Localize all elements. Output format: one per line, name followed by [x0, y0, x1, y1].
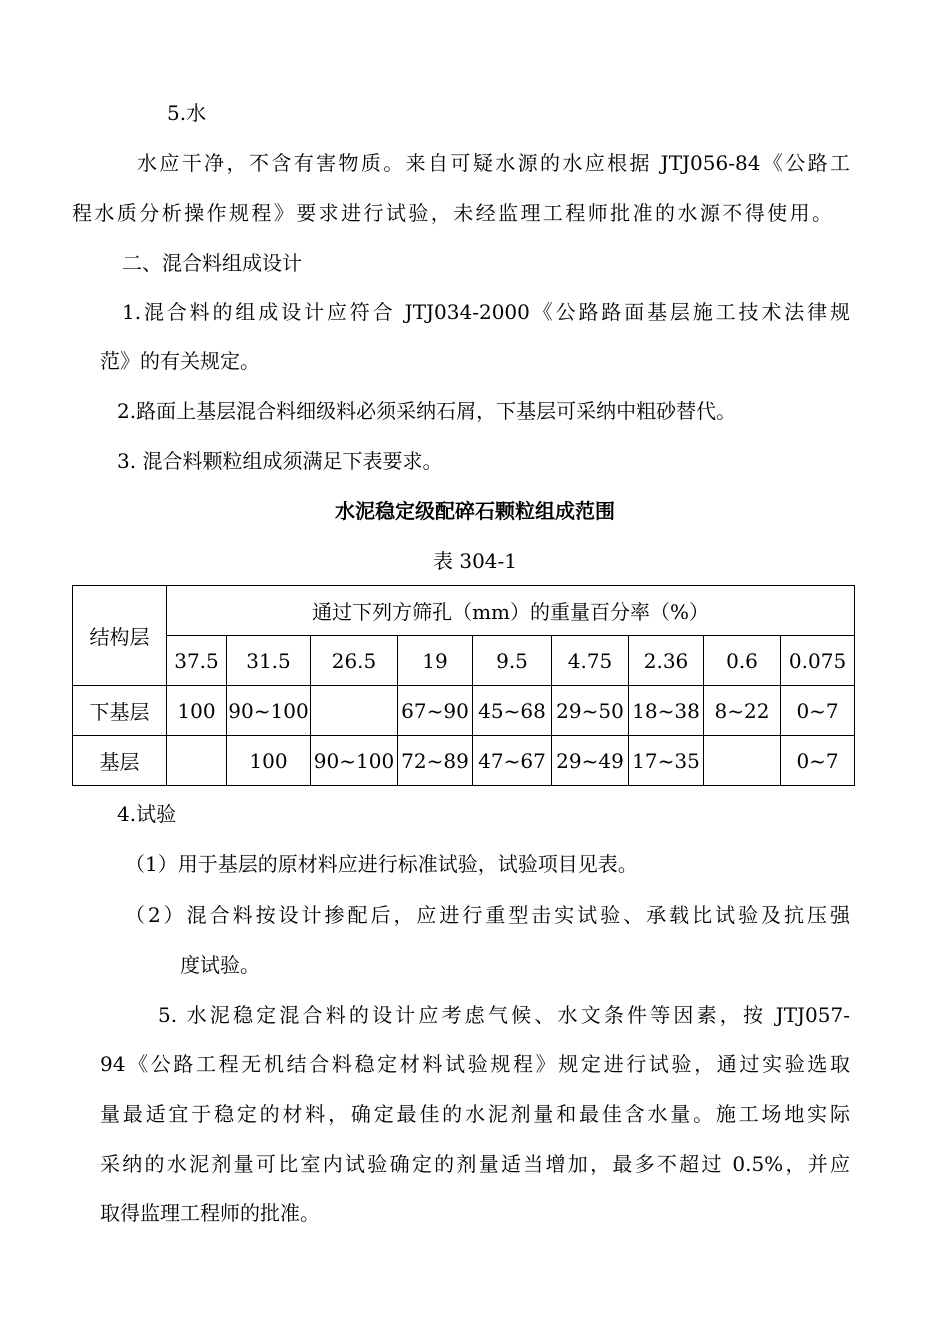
structure-layer-header: 结构层 [73, 586, 167, 686]
cement-paragraph-line3: 量最适宜于稳定的材料，确定最佳的水泥剂量和最佳含水量。施工场地实际 [100, 1102, 850, 1126]
table-cell [311, 686, 398, 736]
table-cell: 17~35 [629, 736, 704, 786]
table-cell: 18~38 [629, 686, 704, 736]
sieve-size-row [73, 636, 855, 686]
table-cell: 72~89 [398, 736, 473, 786]
water-paragraph-line2: 程水质分析操作规程》要求进行试验，未经监理工程师批准的水源不得使用。 [72, 201, 832, 225]
testing-item2-line1: （2）混合料按设计掺配后，应进行重型击实试验、承载比试验及抗压强 [125, 903, 850, 927]
table-cell: 90~100 [227, 686, 311, 736]
water-heading: 5.水 [167, 101, 207, 125]
table-cell: 0~7 [781, 686, 855, 736]
table-header-row [73, 586, 855, 636]
table-cell: 47~67 [473, 736, 552, 786]
sieve-size-cell: 19 [398, 636, 473, 686]
table-row [73, 686, 855, 736]
table-cell: 90~100 [311, 736, 398, 786]
layer-name-cell: 基层 [73, 736, 167, 786]
table-row [73, 736, 855, 786]
testing-heading: 4.试验 [117, 802, 177, 826]
table-cell [704, 736, 781, 786]
grading-table [72, 585, 855, 786]
sieve-size-cell: 2.36 [629, 636, 704, 686]
testing-item2-line2: 度试验。 [180, 953, 260, 977]
mix-design-item2: 2.路面上基层混合料细级料必须采纳石屑，下基层可采纳中粗砂替代。 [117, 399, 737, 423]
table-title: 水泥稳定级配碎石颗粒组成范围 [335, 499, 615, 523]
mix-design-item3: 3. 混合料颗粒组成须满足下表要求。 [117, 449, 443, 473]
cement-paragraph-line1: 5. 水泥稳定混合料的设计应考虑气候、水文条件等因素，按 JTJ057- [158, 1003, 850, 1027]
mix-design-heading: 二、混合料组成设计 [122, 251, 302, 275]
table-cell [167, 736, 227, 786]
table-cell: 29~49 [552, 736, 629, 786]
cement-paragraph-line4: 采纳的水泥剂量可比室内试验确定的剂量适当增加，最多不超过 0.5%，并应 [100, 1152, 850, 1176]
table-cell: 100 [227, 736, 311, 786]
table-cell: 8~22 [704, 686, 781, 736]
sieve-size-cell: 0.075 [781, 636, 855, 686]
layer-name-cell: 下基层 [73, 686, 167, 736]
table-number: 表 304-1 [432, 549, 517, 573]
sieve-size-cell: 9.5 [473, 636, 552, 686]
sieve-size-cell: 0.6 [704, 636, 781, 686]
table-cell: 29~50 [552, 686, 629, 736]
table-cell: 45~68 [473, 686, 552, 736]
cement-paragraph-line2: 94《公路工程无机结合料稳定材料试验规程》规定进行试验，通过实验选取 [100, 1052, 850, 1076]
water-paragraph-line1: 水应干净，不含有害物质。来自可疑水源的水应根据 JTJ056-84《公路工 [137, 151, 850, 175]
cement-paragraph-line5: 取得监理工程师的批准。 [100, 1201, 320, 1225]
table-cell: 67~90 [398, 686, 473, 736]
mix-design-item1-line1: 1.混合料的组成设计应符合 JTJ034-2000《公路路面基层施工技术法律规 [122, 300, 850, 324]
sieve-size-cell: 31.5 [227, 636, 311, 686]
sieve-size-cell: 37.5 [167, 636, 227, 686]
passing-percentage-header: 通过下列方筛孔（mm）的重量百分率（%） [167, 586, 855, 636]
table-cell: 0~7 [781, 736, 855, 786]
testing-item1: （1）用于基层的原材料应进行标准试验，试验项目见表。 [125, 852, 638, 876]
sieve-size-cell: 26.5 [311, 636, 398, 686]
sieve-size-cell: 4.75 [552, 636, 629, 686]
mix-design-item1-line2: 范》的有关规定。 [100, 349, 260, 373]
table-cell: 100 [167, 686, 227, 736]
